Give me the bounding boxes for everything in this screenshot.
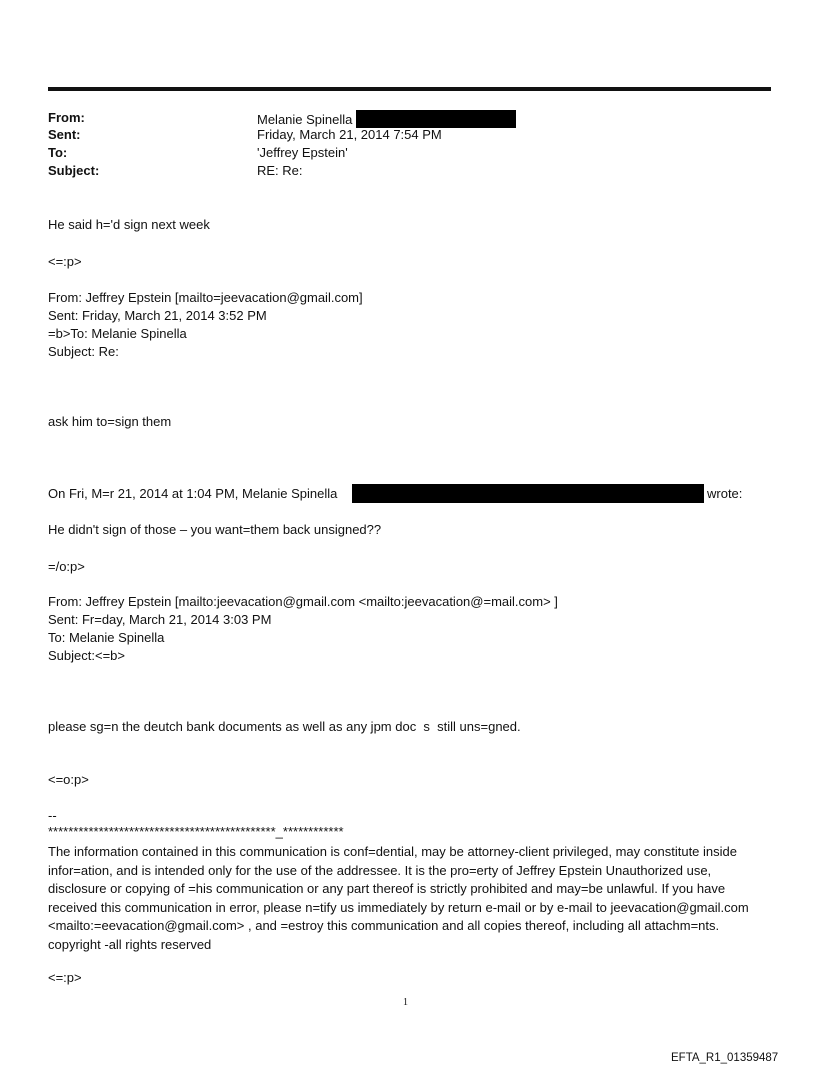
- body-line: ask him to=sign them: [48, 414, 172, 429]
- quoted-subject: Subject:<=b>: [48, 648, 125, 663]
- quoted-sent: Sent: Fr=day, March 21, 2014 3:03 PM: [48, 612, 272, 627]
- signature-dash: --: [48, 808, 57, 823]
- body-line: <=:p>: [48, 254, 82, 269]
- body-line: please sg=n the deutch bank documents as well as any jpm doc s still uns=gned.: [48, 719, 521, 734]
- page-number: 1: [403, 997, 408, 1008]
- sent-label: Sent:: [48, 127, 81, 142]
- to-value: 'Jeffrey Epstein': [257, 145, 348, 160]
- from-value: [257, 110, 516, 128]
- subject-value: RE: Re:: [257, 163, 303, 178]
- quoted-sent: Sent: Friday, March 21, 2014 3:52 PM: [48, 308, 267, 323]
- quoted-subject: Subject: Re:: [48, 344, 119, 359]
- from-name: Melanie Spinella: [257, 112, 353, 127]
- stars-divider: *********************************************_************: [48, 824, 344, 839]
- on-wrote-start: On Fri, M=r 21, 2014 at 1:04 PM, Melanie Spinella: [48, 486, 338, 501]
- body-line: =/o:p>: [48, 559, 85, 574]
- body-line: He said h='d sign next week: [48, 217, 210, 232]
- document-id: EFTA_R1_01359487: [671, 1052, 779, 1064]
- on-wrote-end: wrote:: [707, 486, 743, 501]
- quoted-from: From: Jeffrey Epstein [mailto=jeevacation@gmail.com]: [48, 290, 363, 305]
- subject-label: Subject:: [48, 163, 100, 178]
- from-label: From:: [48, 110, 85, 125]
- body-line: He didn't sign of those – you want=them back unsigned??: [48, 522, 382, 537]
- header-rule: [48, 87, 771, 91]
- quoted-from: From: Jeffrey Epstein [mailto:jeevacation@gmail.com <mailto:jeevacation@=mail.com> ]: [48, 594, 558, 609]
- body-line: <=o:p>: [48, 772, 89, 787]
- body-line: <=:p>: [48, 970, 82, 985]
- sent-value: Friday, March 21, 2014 7:54 PM: [257, 127, 442, 142]
- redaction-box: [356, 110, 516, 128]
- to-label: To:: [48, 145, 68, 160]
- quoted-to: To: Melanie Spinella: [48, 630, 165, 645]
- quoted-to: =b>To: Melanie Spinella: [48, 326, 187, 341]
- disclaimer-text: The information contained in this communication is conf=dential, may be attorney-client privileged, may constitute inside infor=ation, and is intended only for the use of the addressee. It is the pro=erty of Jeffrey Epstein Unauthorized use, disclosure or copying of =his communication or any part thereof is strictly prohibited and may=be unlawful. If you have received this communication in error, please n=tify us immediately by return e-mail or by e-mail to jeevacation@gmail.com <mailto:=eevacation@gmail.com> , and =estroy this communication and all copies thereof, including all attachm=nts. copyright -all rights reserved: [48, 844, 749, 952]
- redaction-box: [352, 484, 704, 503]
